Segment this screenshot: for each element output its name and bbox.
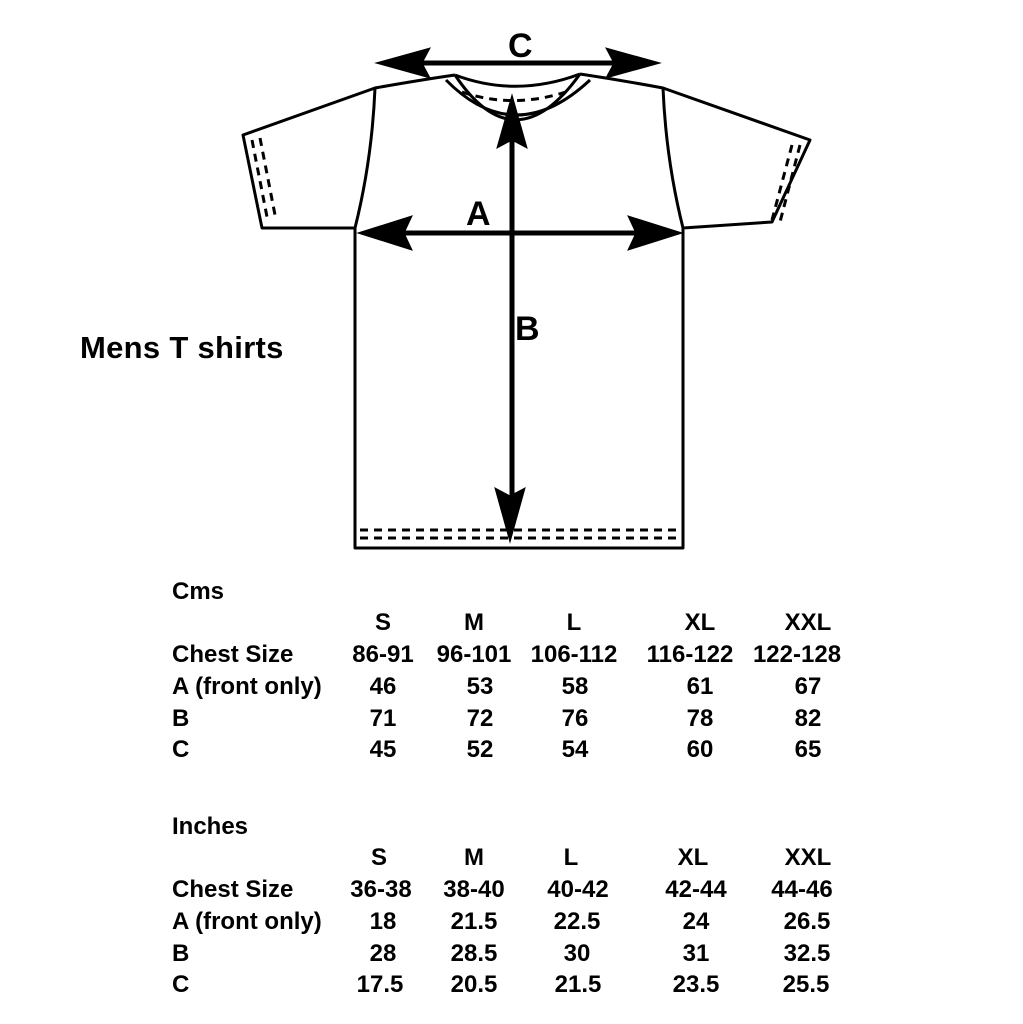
cell: 61 <box>686 673 714 700</box>
row-label: C <box>172 971 190 998</box>
cell: 53 <box>466 673 494 700</box>
table-row <box>0 971 1023 1001</box>
cell: 38-40 <box>443 876 505 903</box>
cell: 106-112 <box>530 641 618 668</box>
label-a: A <box>466 195 491 233</box>
inches-size-header-row <box>0 844 1023 874</box>
table-row <box>0 736 1023 766</box>
cell: 58 <box>561 673 589 700</box>
row-label: Chest Size <box>172 876 294 903</box>
cell: 52 <box>466 736 494 763</box>
size-header: S <box>374 609 392 636</box>
size-header: L <box>563 844 579 871</box>
arrow-a <box>358 216 682 250</box>
cell: 67 <box>794 673 822 700</box>
label-b: B <box>515 310 540 348</box>
cell: 65 <box>794 736 822 763</box>
cell: 18 <box>369 908 397 935</box>
cell: 82 <box>794 705 822 732</box>
cell: 21.5 <box>554 971 602 998</box>
row-label: Chest Size <box>172 641 294 668</box>
cms-size-header-row <box>0 609 1023 639</box>
cell: 72 <box>466 705 494 732</box>
left-sleeve-stitch-2 <box>260 138 276 220</box>
size-header: XXL <box>784 844 832 871</box>
page-title: Mens T shirts <box>80 330 284 365</box>
cell: 42-44 <box>665 876 727 903</box>
cell: 28 <box>369 940 397 967</box>
inches-section-title: Inches <box>172 813 249 840</box>
cell: 21.5 <box>450 908 498 935</box>
cell: 28.5 <box>450 940 498 967</box>
cell: 45 <box>369 736 397 763</box>
cell: 71 <box>369 705 397 732</box>
cell: 54 <box>561 736 589 763</box>
cell: 22.5 <box>553 908 601 935</box>
cell: 36-38 <box>350 876 412 903</box>
table-row <box>0 940 1023 970</box>
cell: 78 <box>686 705 714 732</box>
cell: 20.5 <box>450 971 498 998</box>
row-label: A (front only) <box>172 673 322 700</box>
label-c: C <box>508 27 533 65</box>
cell: 32.5 <box>783 940 831 967</box>
size-header: XXL <box>784 609 832 636</box>
table-row <box>0 641 1023 671</box>
table-row <box>0 673 1023 703</box>
cms-section-title: Cms <box>172 578 225 605</box>
cell: 96-101 <box>436 641 512 668</box>
collar-inner <box>455 74 580 86</box>
size-header: M <box>464 844 484 871</box>
left-shoulder-seam <box>355 88 375 228</box>
cell: 60 <box>686 736 714 763</box>
cell: 26.5 <box>783 908 831 935</box>
cell: 40-42 <box>547 876 609 903</box>
size-header: XL <box>684 609 716 636</box>
table-row <box>0 705 1023 735</box>
cell: 76 <box>561 705 589 732</box>
collar-stitch <box>462 90 572 101</box>
row-label: C <box>172 736 190 763</box>
cell: 86-91 <box>352 641 414 668</box>
cell: 30 <box>563 940 591 967</box>
row-label: B <box>172 705 190 732</box>
cell: 31 <box>682 940 710 967</box>
size-header: L <box>566 609 582 636</box>
row-label: A (front only) <box>172 908 322 935</box>
left-sleeve-stitch-1 <box>252 140 268 222</box>
cell: 44-46 <box>771 876 833 903</box>
size-header: S <box>370 844 388 871</box>
cell: 25.5 <box>782 971 830 998</box>
cell: 46 <box>369 673 397 700</box>
cell: 24 <box>682 908 710 935</box>
cell: 17.5 <box>356 971 404 998</box>
row-label: B <box>172 940 190 967</box>
cell: 23.5 <box>672 971 720 998</box>
right-shoulder-seam <box>663 88 683 228</box>
size-header: XL <box>677 844 709 871</box>
cell: 116-122 <box>646 641 734 668</box>
cell: 122-128 <box>752 641 842 668</box>
table-row <box>0 908 1023 938</box>
size-header: M <box>464 609 484 636</box>
table-row <box>0 876 1023 906</box>
